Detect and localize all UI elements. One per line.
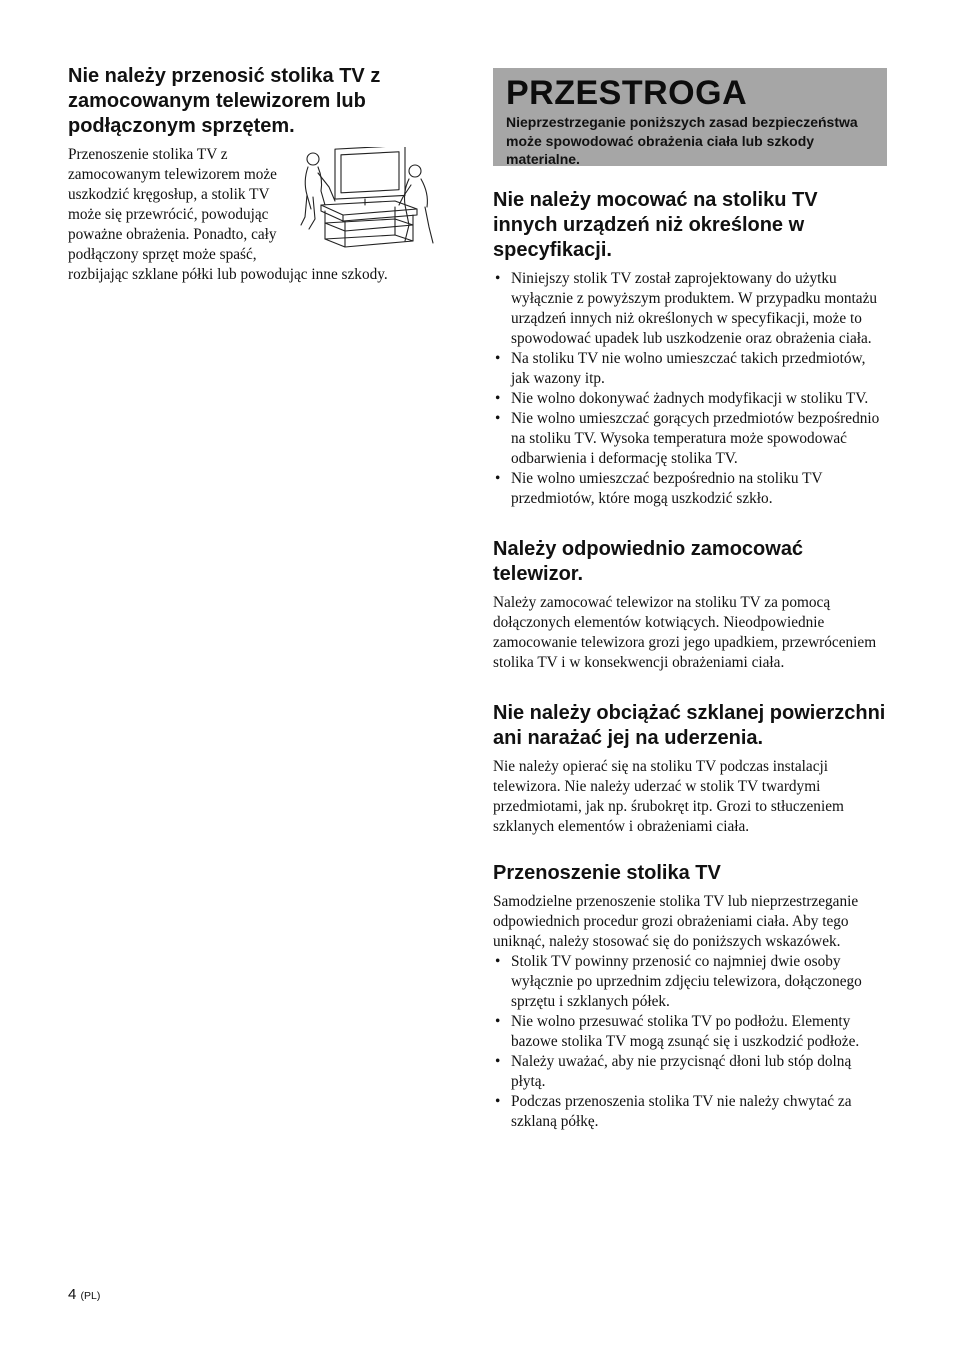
right-column (493, 68, 887, 1132)
caution-text: Nieprzestrzeganie poniższych zasad bezpieczeństwa może spowodować obrażenia ciała lub szkody materialne. (506, 114, 858, 167)
list-item: • Na stoliku TV nie wolno umieszczać takich przedmiotów, jak wazony itp. (493, 349, 887, 389)
section-specified-devices (493, 188, 887, 509)
page-number-value: 4 (68, 1286, 77, 1303)
left-column (68, 64, 433, 285)
section-moving-stand (493, 861, 887, 1132)
caution-title: PRZESTROGA (506, 74, 748, 112)
section-heading: Nie należy mocować na stoliku TV innych urządzeń niż określone w specyfikacji. (493, 189, 818, 261)
list-item: • Nie wolno umieszczać gorących przedmiotów bezpośrednio na stoliku TV. Wysoka temperatura może spowodować odbarwienia i deformację stolika TV. (493, 409, 887, 469)
section-heading: Przenoszenie stolika TV (493, 862, 721, 884)
list-item: • Stolik TV powinny przenosić co najmniej dwie osoby wyłącznie po uprzednim zdjęciu telewizora, dołączonego sprzętu i szklanych półek. (493, 952, 887, 1012)
warning-heading-moving: Nie należy przenosić stolika TV z zamocowanym telewizorem lub podłączonym sprzętem. (68, 65, 381, 137)
section-glass-surface (493, 701, 887, 837)
page-language: (PL) (80, 1290, 101, 1302)
section-paragraph: Należy zamocować telewizor na stoliku TV za pomocą dołączonych elementów kotwiących. Nieodpowiednie zamocowanie telewizora grozi jego upadkiem, przewróceniem stolika TV i w konsekwencji obrażeniami ciała. (493, 594, 877, 671)
list-item: • Nie wolno dokonywać żadnych modyfikacji w stoliku TV. (493, 389, 887, 409)
list-item: • Nie wolno umieszczać bezpośrednio na stoliku TV przedmiotów, które mogą uszkodzić szkło. (493, 469, 887, 509)
bullet-list (493, 269, 887, 509)
bullet-list (493, 952, 887, 1132)
page-number (68, 1286, 100, 1303)
two-people-carrying-tv-illustration (299, 147, 437, 249)
list-item: • Podczas przenoszenia stolika TV nie należy chwytać za szklaną półkę. (493, 1092, 887, 1132)
section-heading: Należy odpowiednio zamocować telewizor. (493, 538, 804, 585)
caution-box (493, 68, 887, 166)
section-heading: Nie należy obciążać szklanej powierzchni ani narażać jej na uderzenia. (493, 702, 886, 749)
list-item: • Należy uważać, aby nie przycisnąć dłoni lub stóp dolną płytą. (493, 1052, 887, 1092)
section-paragraph: Samodzielne przenoszenie stolika TV lub nieprzestrzeganie odpowiednich procedur grozi obrażeniami ciała. Aby tego uniknąć, należy stosować się do poniższych wskazówek. (493, 893, 859, 950)
section-secure-tv (493, 537, 887, 673)
list-item: • Nie wolno przesuwać stolika TV po podłożu. Elementy bazowe stolika TV mogą zsunąć się i uszkodzić podłoże. (493, 1012, 887, 1052)
list-item: • Niniejszy stolik TV został zaprojektowany do użytku wyłącznie z powyższym produktem. W przypadku montażu urządzeń innych niż określonych w specyfikacji, może to spowodować upadek lub uszkodzenie oraz obrażenia ciała. (493, 269, 887, 349)
warning-paragraph-moving: Przenoszenie stolika TV z zamocowanym telewizorem może uszkodzić kręgosłup, a stolik TV może się przewrócić, powodując poważne obrażenia. Ponadto, cały podłączony sprzęt może spaść, rozbijając szklane półki lub powodując inne szkody. (68, 146, 388, 283)
section-paragraph: Nie należy opierać się na stoliku TV podczas instalacji telewizora. Nie należy uderzać w stolik TV twardymi przedmiotami, jak np. śrubokręt itp. Grozi to stłuczeniem szklanych elementów i obrażeniami ciała. (493, 758, 844, 835)
